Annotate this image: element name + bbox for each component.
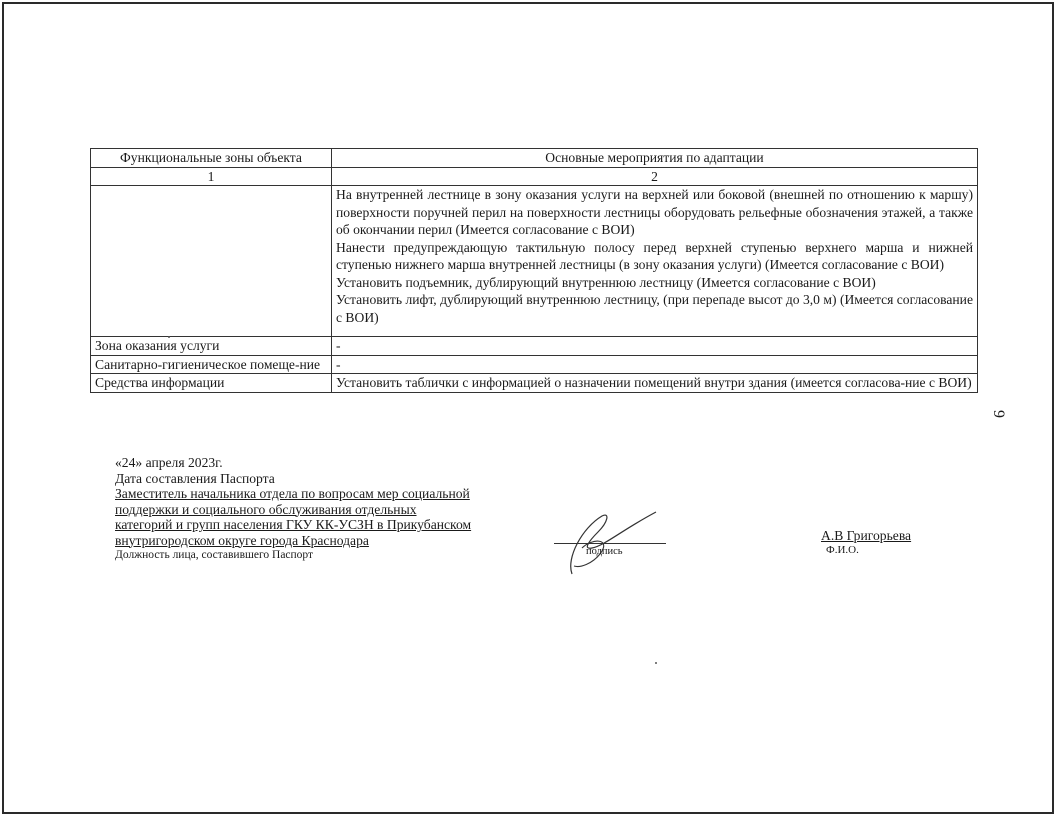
col-number-1: 1 — [91, 167, 332, 186]
table-row — [91, 337, 978, 356]
zone-cell: Средства информации — [91, 374, 332, 393]
measures-cell: - — [332, 355, 978, 374]
header-zones: Функциональные зоны объекта — [91, 149, 332, 168]
table-row — [91, 374, 978, 393]
table-header-row — [91, 149, 978, 168]
signature-line — [554, 543, 666, 544]
measure-item: Установить подъемник, дублирующий внутреннюю лестницу (Имеется согласование с ВОИ) — [336, 274, 876, 290]
position-line: поддержки и социального обслуживания отдельных — [115, 501, 417, 517]
position-line: внутригородском округе города Краснодара — [115, 532, 369, 548]
fio-caption: Ф.И.О. — [826, 544, 859, 556]
page-number: 9 — [990, 410, 1007, 418]
signature-caption: подпись — [586, 546, 623, 557]
position-line: категорий и групп населения ГКУ КК-УСЗН в Прикубанском — [115, 517, 472, 532]
table-row — [91, 186, 978, 337]
scan-speck — [168, 336, 170, 338]
measures-cell: - — [332, 337, 978, 356]
passport-date: «24» апреля 2023г. — [115, 455, 223, 470]
passport-date-caption: Дата составления Паспорта — [115, 470, 275, 486]
measures-cell: Установить таблички с информацией о назначении помещений внутри здания (имеется согласова-ние с ВОИ) — [332, 374, 978, 393]
measure-item: На внутренней лестнице в зону оказания услуги на верхней или боковой (внешней по отношению к маршу) поверхности поручней перил на поверхности лестницы оборудовать рельефные обозначения этажей, а также об окончании перил (Имеется согласование с ВОИ) — [336, 187, 973, 237]
page-frame — [2, 2, 1054, 814]
signer-name: А.В Григорьева — [821, 528, 912, 543]
zone-cell: Санитарно-гигиеническое помеще-ние — [91, 355, 332, 374]
header-measures: Основные мероприятия по адаптации — [332, 149, 978, 168]
table-numbering-row — [91, 167, 978, 186]
zone-cell — [91, 186, 332, 337]
col-number-2: 2 — [332, 167, 978, 186]
position-line: Заместитель начальника отдела по вопросам мер социальной — [115, 486, 470, 501]
position-caption: Должность лица, составившего Паспорт — [115, 549, 314, 561]
scan-speck — [655, 662, 657, 664]
table-row — [91, 355, 978, 374]
adaptation-table — [90, 148, 978, 393]
zone-cell: Зона оказания услуги — [91, 337, 332, 356]
measure-item: Нанести предупреждающую тактильную полосу перед верхней ступенью верхнего марша и нижней ступенью нижнего марша внутренней лестницы (в зону оказания услуги) (Имеется согласование с ВОИ) — [336, 239, 973, 272]
measure-item: Установить лифт, дублирующий внутреннюю лестницу, (при перепаде высот до 3,0 м) (Имеется согласование с ВОИ) — [336, 292, 973, 325]
measures-cell — [332, 186, 978, 337]
footer-block — [115, 455, 471, 564]
